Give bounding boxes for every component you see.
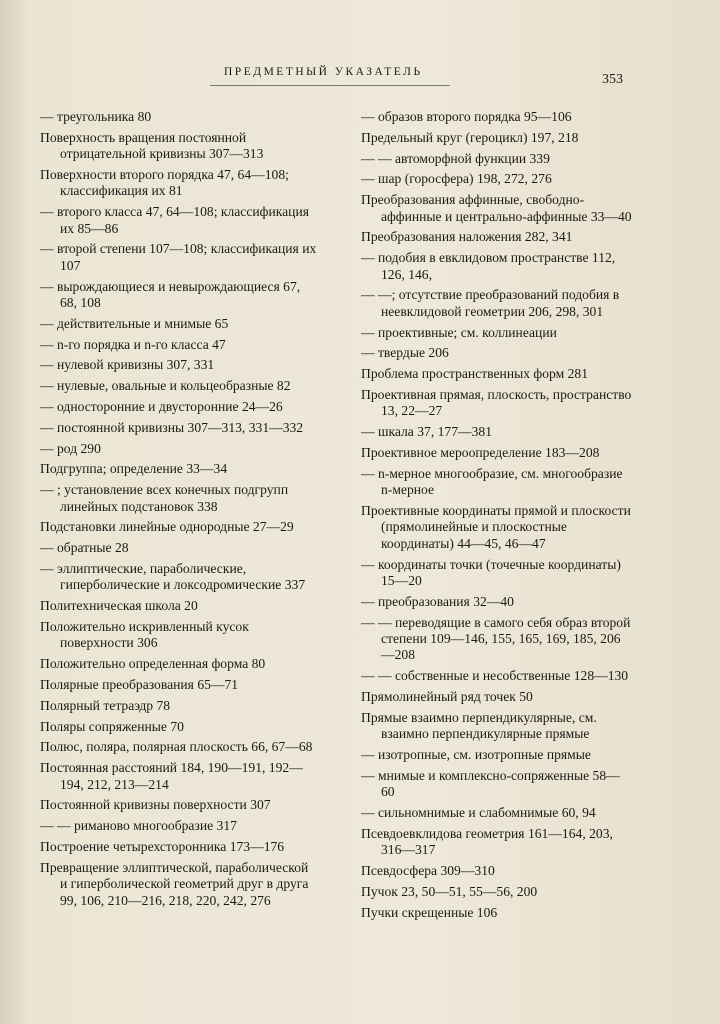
index-entry: Постоянная расстояний 184, 190—191, 192—194, 212, 213—214 (40, 760, 303, 792)
index-entry: — — переводящие в самого себя образ второй степени 109—146, 155, 165, 169, 185, 206—208 (361, 614, 631, 663)
index-entry: Поверхность вращения постоянной отрицательной кривизны 307—313 (40, 129, 264, 162)
index-entry: — вырождающиеся и невырождающиеся 67, 68, 108 (40, 278, 301, 311)
index-entry: Проблема пространственных форм 281 (361, 366, 589, 382)
index-column-left (40, 109, 318, 913)
index-entry: — треугольника 80 (40, 109, 152, 124)
running-title: ПРЕДМЕТНЫЙ УКАЗАТЕЛЬ (224, 66, 423, 78)
index-entry: — род 290 (40, 440, 101, 456)
index-entry: Псевдосфера 309—310 (361, 863, 495, 878)
index-entry: — шар (горосфера) 198, 272, 276 (361, 171, 552, 187)
index-entry: — — риманово многообразие 317 (40, 818, 237, 834)
index-entry: — постоянной кривизны 307—313, 331—332 (40, 419, 304, 435)
index-entry: — — собственные и несобственные 128—130 (361, 668, 629, 684)
index-entry: Прямолинейный ряд точек 50 (361, 689, 533, 704)
index-entry: Полярные преобразования 65—71 (40, 676, 239, 692)
page-number: 353 (602, 72, 623, 87)
index-entry: Псевдоевклидова геометрия 161—164, 203, 316—317 (361, 825, 613, 858)
index-entry: — шкала 37, 177—381 (361, 424, 492, 440)
index-entry: — обратные 28 (40, 540, 129, 556)
index-entry: — подобия в евклидовом пространстве 112, 126, 146, (361, 250, 616, 282)
index-entry: — нулевые, овальные и кольцеобразные 82 (40, 378, 291, 394)
index-entry: Пучки скрещенные 106 (361, 904, 498, 920)
index-entry: Положительно искривленный кусок поверхности 306 (40, 618, 249, 651)
index-entry: Проективное мероопределение 183—208 (361, 444, 600, 460)
index-entry: — —; отсутствие преобразований подобия в неевклидовой геометрии 206, 298, 301 (361, 287, 620, 319)
index-entry: — образов второго порядка 95—106 (361, 109, 572, 124)
index-entry: — изотропные, см. изотропные прямые (361, 747, 591, 762)
index-entry: — проективные; см. коллинеации (361, 324, 557, 340)
index-entry: Предельный круг (героцикл) 197, 218 (361, 129, 579, 145)
index-entry: — второго класса 47, 64—108; классификация их 85—86 (40, 204, 309, 236)
index-entry: — сильномнимые и слабомнимые 60, 94 (361, 805, 596, 820)
index-entry: Проективные координаты прямой и плоскости (прямолинейные и плоскостные координаты) 44—45, 46—47 (361, 502, 631, 551)
index-entry: — второй степени 107—108; классификация их 107 (40, 241, 317, 273)
index-entry: Проективная прямая, плоскость, пространство 13, 22—27 (361, 386, 632, 419)
index-entry: Постоянной кривизны поверхности 307 (40, 797, 271, 813)
index-entry: — нулевой кривизны 307, 331 (40, 357, 215, 373)
index-entry: Пучок 23, 50—51, 55—56, 200 (361, 883, 538, 899)
index-entry: — — автоморфной функции 339 (361, 150, 550, 166)
index-column-right (361, 109, 633, 925)
header-rule (210, 85, 450, 86)
index-entry: Поляры сопряженные 70 (40, 718, 184, 734)
index-entry: — координаты точки (точечные координаты) 15—20 (361, 556, 621, 588)
index-entry: Построение четырехсторонника 173—176 (40, 838, 285, 854)
index-entry: — мнимые и комплексно-сопряженные 58—60 (361, 767, 620, 800)
index-entry: — эллиптические, параболические, гиперболические и локсодромические 337 (40, 560, 306, 593)
index-entry: — твердые 206 (361, 345, 449, 361)
index-entry: Политехническая школа 20 (40, 598, 198, 614)
index-entry: — действительные и мнимые 65 (40, 315, 229, 331)
index-entry: — односторонние и двусторонние 24—26 (40, 399, 283, 414)
index-entry: — n-мерное многообразие, см. многообразие n-мерное (361, 465, 623, 498)
index-entry: — n-го порядка и n-го класса 47 (40, 336, 226, 352)
index-entry: — ; установление всех конечных подгрупп линейных подстановок 338 (40, 482, 289, 514)
index-entry: Подгруппа; определение 33—34 (40, 461, 228, 477)
index-entry: Превращение эллиптической, параболической и гиперболической геометрий друг в друга 99, 106, 210—216, 218, 220, 242, 276 (40, 859, 309, 908)
index-entry: Положительно определенная форма 80 (40, 656, 266, 672)
index-entry: Полюс, поляра, полярная плоскость 66, 67—68 (40, 739, 313, 755)
index-entry: Поверхности второго порядка 47, 64—108; классификация их 81 (40, 167, 289, 199)
index-entry: Преобразования наложения 282, 341 (361, 229, 573, 245)
index-entry: Подстановки линейные однородные 27—29 (40, 519, 294, 535)
index-entry: Преобразования аффинные, свободно-аффинные и центрально-аффинные 33—40 (361, 192, 632, 224)
index-entry: Прямые взаимно перпендикулярные, см. взаимно перпендикулярные прямые (361, 709, 597, 742)
index-entry: — преобразования 32—40 (361, 593, 514, 609)
index-entry: Полярный тетраэдр 78 (40, 697, 171, 713)
